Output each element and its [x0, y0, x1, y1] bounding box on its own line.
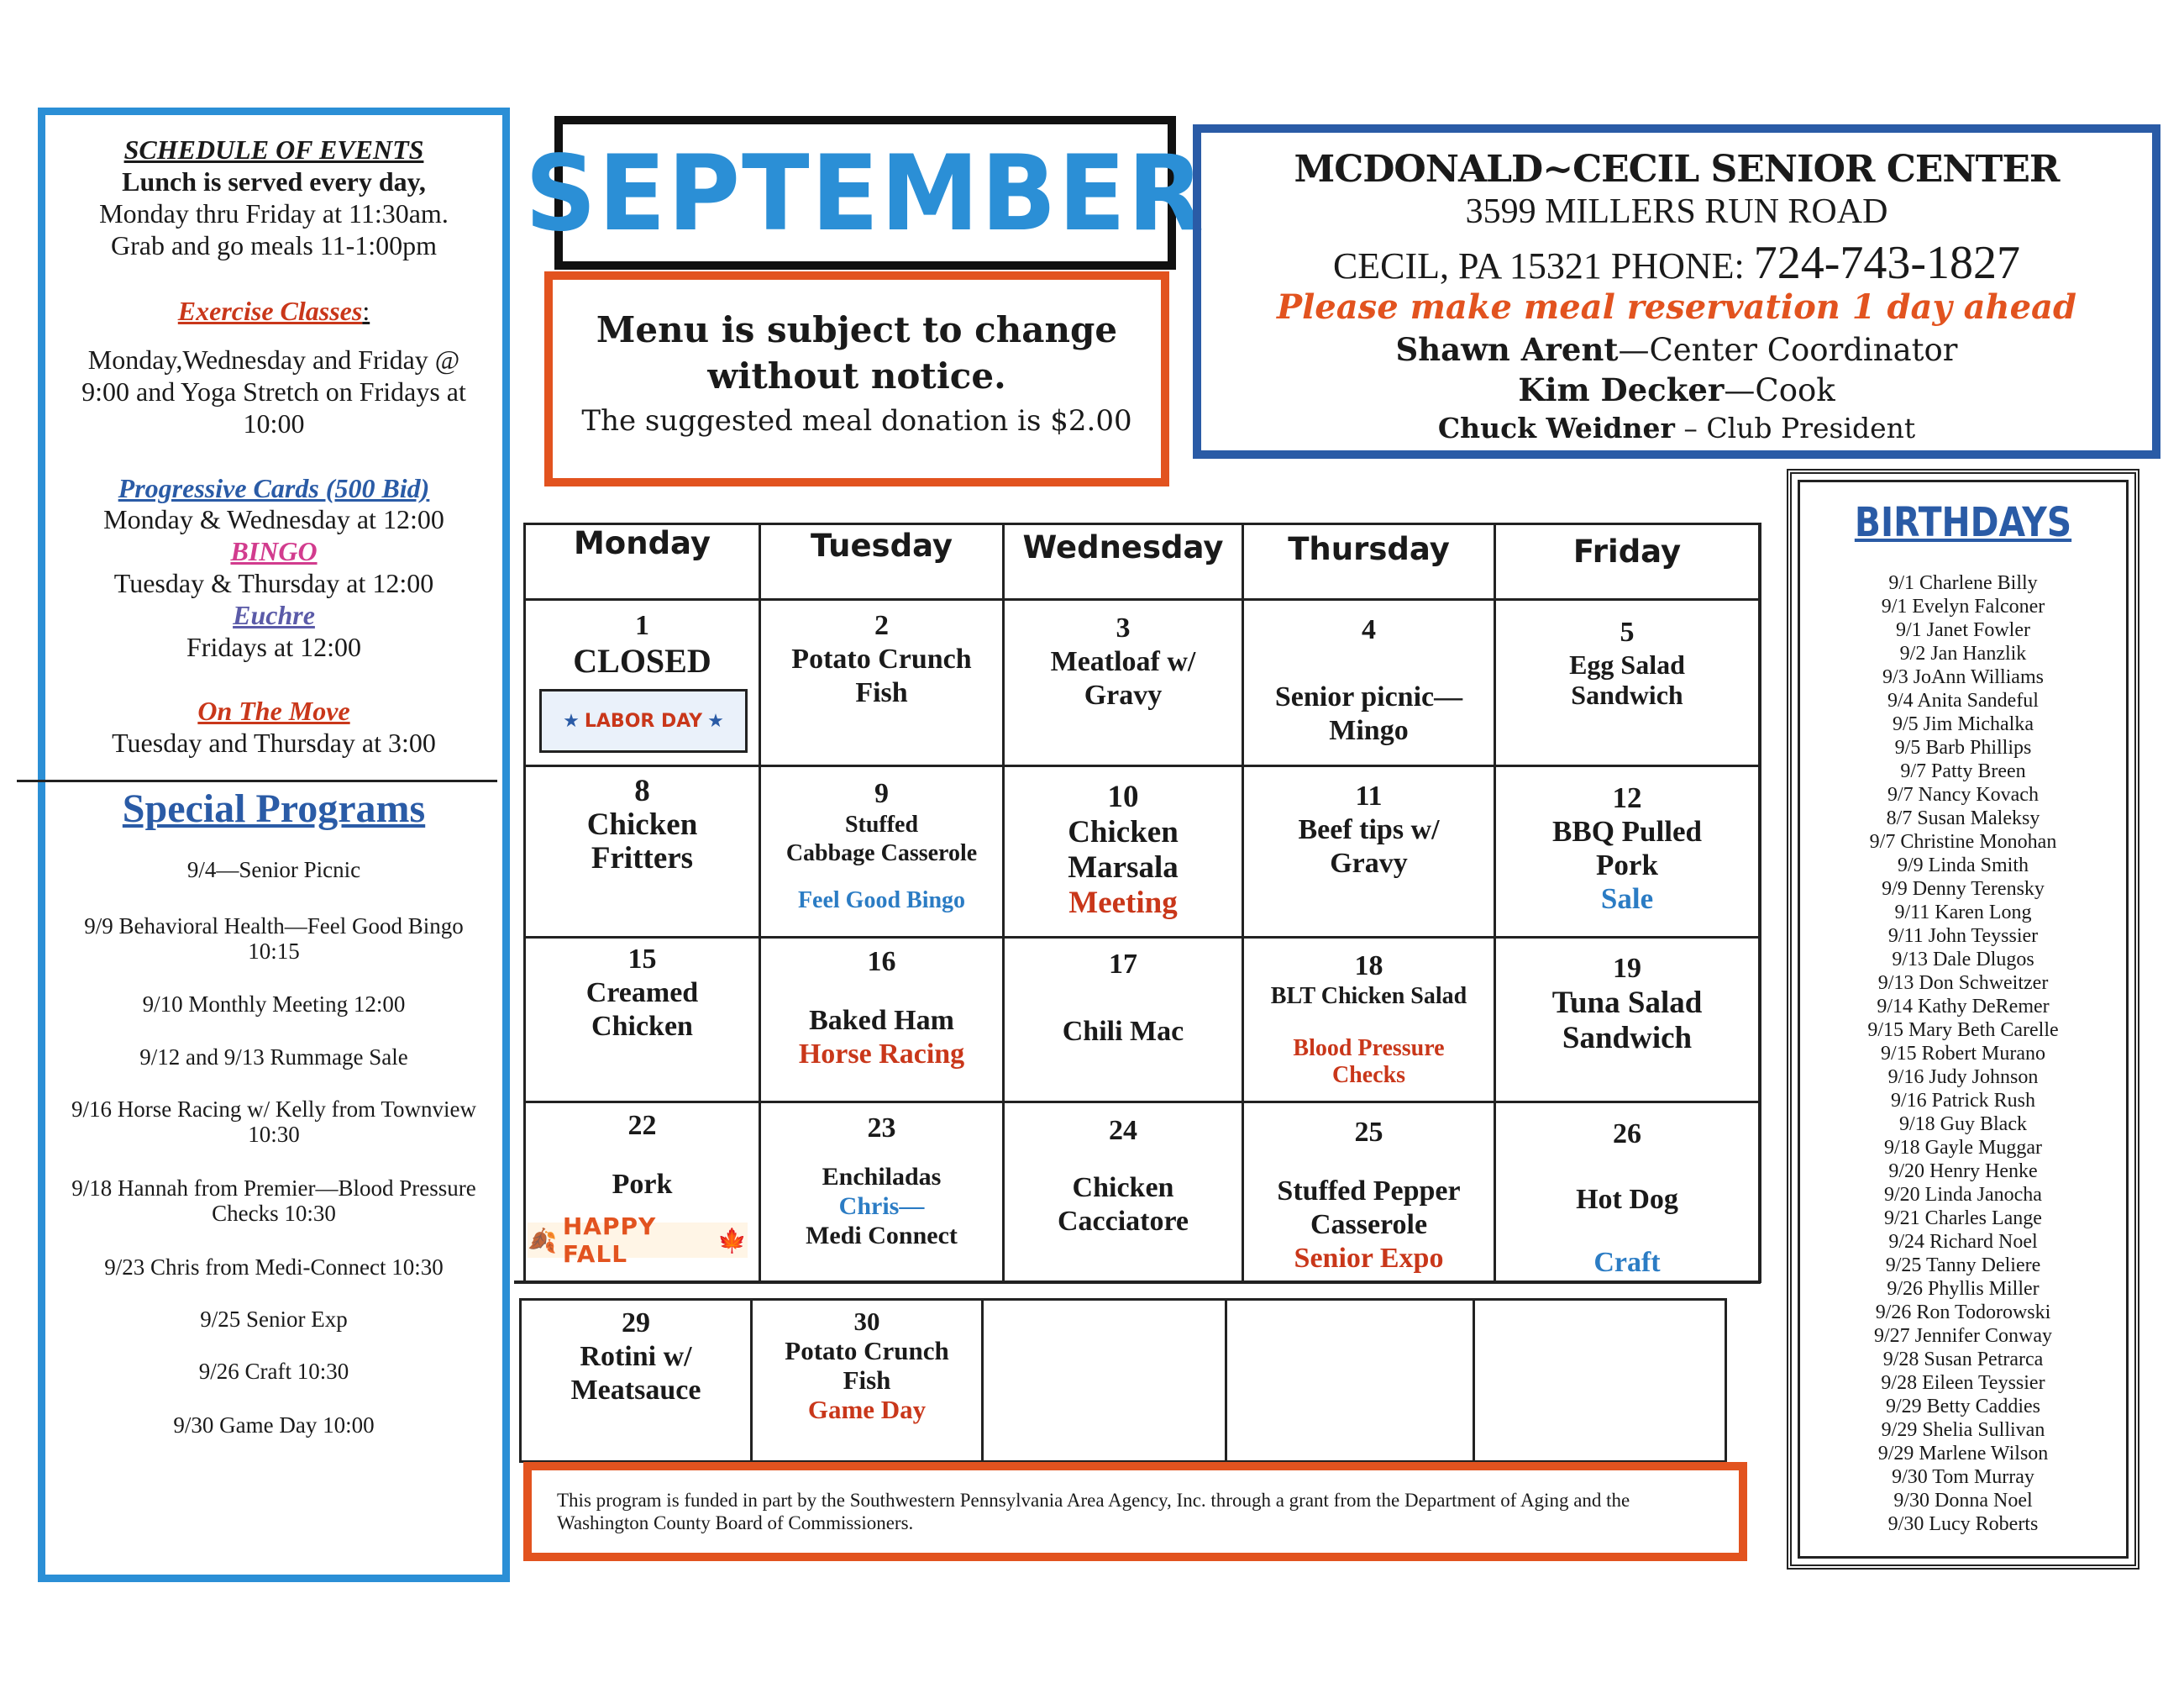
center-name: MCDONALD~CECIL SENIOR CENTER: [1294, 148, 2060, 191]
day-number: 11: [1355, 781, 1383, 812]
day-number: 9: [874, 778, 889, 809]
birthday-item: 9/7 Nancy Kovach: [1887, 784, 2039, 806]
exercise-line-1: Monday,Wednesday and Friday @: [87, 344, 460, 375]
birthday-item: 9/25 Tanny Deliere: [1885, 1254, 2041, 1276]
special-item: 9/23 Chris from Medi-Connect 10:30: [104, 1254, 444, 1280]
menu-item: CLOSED: [573, 642, 711, 680]
birthday-item: 9/15 Mary Beth Carelle: [1867, 1019, 2059, 1041]
center-phone: 724-743-1827: [1753, 237, 2021, 289]
special-item: 9/12 and 9/13 Rummage Sale: [139, 1044, 408, 1070]
labor-day-banner: ★ LABOR DAY ★: [539, 689, 748, 753]
birthday-item: 9/4 Anita Sandeful: [1887, 690, 2039, 712]
special-item: 9/30 Game Day 10:00: [173, 1412, 375, 1438]
month-title-box: [525, 116, 1206, 270]
day-cell-17: 17 Chili Mac: [1005, 948, 1242, 1049]
birthday-item: 9/28 Eileen Teyssier: [1881, 1372, 2045, 1394]
birthday-item: 9/5 Barb Phillips: [1894, 737, 2032, 759]
birthday-item: 9/20 Linda Janocha: [1884, 1184, 2042, 1206]
exercise-line-2: 9:00 and Yoga Stretch on Fridays at: [81, 376, 466, 407]
cards-time: Monday & Wednesday at 12:00: [103, 504, 444, 534]
day-cell-4: 4 Senior picnic— Mingo: [1244, 613, 1494, 748]
special-programs: [45, 786, 502, 1567]
special-item: 9/4—Senior Picnic: [186, 857, 361, 882]
divider: [17, 780, 497, 782]
day-cell-2: 2 Potato Crunch Fish: [761, 609, 1002, 710]
day-cell-22: 22 Pork: [526, 1109, 759, 1202]
birthday-item: 9/13 Don Schweitzer: [1877, 972, 2049, 994]
birthday-item: 9/3 JoAnn Williams: [1882, 666, 2044, 688]
special-item: Checks 10:30: [212, 1201, 336, 1226]
birthday-item: 9/16 Judy Johnson: [1887, 1066, 2039, 1088]
day-cell-16: 16 Baked Ham Horse Racing: [761, 945, 1002, 1071]
birthday-item: 9/27 Jennifer Conway: [1874, 1325, 2052, 1347]
day-number: 17: [1109, 949, 1137, 980]
special-item: 10:30: [248, 1122, 300, 1147]
center-info: [1193, 124, 2160, 459]
day-cell-9: 9 Stuffed Cabbage Casserole Feel Good Bingo: [761, 777, 1002, 915]
day-number: 24: [1109, 1115, 1137, 1146]
special-item: 10:15: [248, 939, 300, 964]
day-number: 15: [627, 944, 657, 975]
day-number: 16: [867, 946, 896, 977]
bingo-heading: BINGO: [230, 536, 318, 566]
birthday-item: 9/11 Karen Long: [1894, 902, 2032, 923]
birthday-item: 9/11 John Teyssier: [1887, 925, 2039, 947]
day-number: 8: [634, 774, 650, 808]
special-item: 9/9 Behavioral Health—Feel Good Bingo: [84, 913, 464, 939]
birthday-item: 9/9 Denny Terensky: [1882, 878, 2045, 900]
day-cell-24: 24 Chicken Cacciatore: [1005, 1114, 1242, 1238]
day-number: 4: [1362, 614, 1376, 645]
lunch-line-1: Lunch is served every day,: [122, 166, 426, 197]
notice-line-1: Menu is subject to change: [596, 309, 1118, 350]
day-cell-10: 10 Chicken Marsala Meeting: [1005, 780, 1242, 921]
day-number: 5: [1620, 617, 1635, 648]
day-header-thursday: Thursday: [1288, 531, 1450, 567]
birthday-item: 9/15 Robert Murano: [1881, 1043, 2045, 1065]
birthday-item: 9/26 Phyllis Miller: [1887, 1278, 2040, 1300]
birthday-item: 9/7 Christine Monohan: [1869, 831, 2057, 853]
birthday-item: 9/24 Richard Noel: [1888, 1231, 2038, 1253]
special-item: 9/25 Senior Exp: [200, 1307, 348, 1332]
birthday-item: 9/16 Patrick Rush: [1891, 1090, 2035, 1112]
special-item: 9/10 Monthly Meeting 12:00: [142, 991, 406, 1017]
exercise-heading: Exercise Classes:: [177, 296, 370, 326]
notice-line-2: without notice.: [707, 355, 1006, 397]
day-cell-11: 11 Beef tips w/ Gravy: [1244, 780, 1494, 881]
birthday-item: 9/1 Charlene Billy: [1888, 572, 2038, 594]
day-number: 19: [1613, 953, 1641, 984]
birthday-item: 9/14 Kathy DeRemer: [1877, 996, 2050, 1018]
lunch-line-3: Grab and go meals 11-1:00pm: [110, 230, 438, 260]
birthdays-title: BIRTHDAYS: [1854, 499, 2072, 546]
day-cell-30: 30 Potato Crunch Fish Game Day: [753, 1307, 981, 1424]
exercise-line-3: 10:00: [243, 408, 305, 439]
menu-notice: [544, 271, 1169, 486]
day-number: 1: [635, 610, 649, 641]
funding-text: This program is funded in part by the Southwestern Pennsylvania Area Agency, Inc. through a grant from the Department of Aging and the Washington County Board of Commissioners.: [557, 1490, 1630, 1533]
on-the-move-heading: On The Move: [197, 696, 350, 726]
birthday-item: 9/30 Donna Noel: [1893, 1490, 2033, 1512]
day-number: 2: [874, 610, 889, 641]
day-number: 3: [1116, 613, 1131, 644]
special-item: 9/18 Hannah from Premier—Blood Pressure: [71, 1175, 476, 1201]
birthday-item: 9/30 Tom Murray: [1892, 1466, 2034, 1488]
day-cell-15: 15 Creamed Chicken: [526, 943, 759, 1044]
birthday-item: 9/5 Jim Michalka: [1893, 713, 2034, 735]
birthday-item: 9/30 Lucy Roberts: [1887, 1513, 2039, 1535]
day-number: 22: [627, 1110, 657, 1141]
day-cell-12: 12 BBQ Pulled Pork Sale: [1496, 781, 1758, 916]
cards-heading: Progressive Cards (500 Bid): [118, 473, 430, 503]
day-cell-5: 5 Egg Salad Sandwich: [1496, 616, 1758, 710]
center-city-phone: CECIL, PA 15321 PHONE: 724-743-1827: [1332, 237, 2021, 289]
birthday-item: 9/18 Gayle Muggar: [1884, 1137, 2042, 1159]
month-title: SEPTEMBER: [525, 132, 1206, 254]
notice-line-3: The suggested meal donation is $2.00: [581, 404, 1132, 438]
special-programs-title: Special Programs: [122, 786, 426, 831]
birthday-item: 9/2 Jan Hanzlik: [1899, 643, 2027, 665]
birthday-item: 8/7 Susan Maleksy: [1886, 807, 2040, 829]
day-cell-25: 25 Stuffed Pepper Casserole Senior Expo: [1244, 1116, 1494, 1275]
day-header-friday: Friday: [1572, 534, 1682, 570]
birthday-item: 9/1 Janet Fowler: [1896, 619, 2030, 641]
special-item: 9/16 Horse Racing w/ Kelly from Townview: [71, 1096, 477, 1122]
day-number: 30: [853, 1307, 880, 1336]
birthday-item: 9/20 Henry Henke: [1888, 1160, 2038, 1182]
day-cell-1: [526, 609, 759, 678]
happy-fall-banner: 🍂 HAPPY FALL 🍁: [528, 1212, 748, 1268]
day-number: 29: [622, 1307, 650, 1338]
day-header-monday: Monday: [573, 525, 711, 561]
day-cell-29: 29 Rotini w/ Meatsauce: [522, 1307, 750, 1407]
day-number: 12: [1612, 781, 1642, 814]
birthday-item: 9/21 Charles Lange: [1884, 1207, 2042, 1229]
birthdays-panel: [1787, 469, 2139, 1570]
lunch-line-2: Monday thru Friday at 11:30am.: [99, 198, 449, 229]
center-address: 3599 MILLERS RUN ROAD: [1465, 192, 1888, 231]
day-header-tuesday: Tuesday: [810, 528, 953, 564]
birthday-item: 9/29 Shelia Sullivan: [1881, 1419, 2045, 1441]
birthday-item: 9/26 Ron Todorowski: [1875, 1301, 2051, 1323]
euchre-time: Fridays at 12:00: [186, 632, 361, 662]
staff-coordinator: Shawn Arent—Center Coordinator: [1395, 331, 1958, 368]
on-the-move-time: Tuesday and Thursday at 3:00: [112, 728, 436, 758]
birthday-item: 9/13 Dale Dlugos: [1892, 949, 2034, 970]
birthday-item: 9/29 Marlene Wilson: [1877, 1443, 2049, 1465]
day-cell-26: 26 Hot Dog Craft: [1496, 1117, 1758, 1280]
day-cell-23: 23 Enchiladas Chris— Medi Connect: [761, 1112, 1002, 1250]
funding-footer: [523, 1462, 1747, 1561]
birthday-item: 9/18 Guy Black: [1899, 1113, 2027, 1135]
euchre-heading: Euchre: [233, 600, 315, 630]
staff-cook: Kim Decker—Cook: [1518, 371, 1835, 408]
day-number: 26: [1613, 1118, 1641, 1149]
day-cell-18: 18 BLT Chicken Salad Blood Pressure Checks: [1244, 949, 1494, 1089]
birthday-item: 9/9 Linda Smith: [1898, 855, 2029, 876]
birthday-item: 9/1 Evelyn Falconer: [1881, 596, 2045, 618]
day-cell-3: 3 Meatloaf w/ Gravy: [1005, 612, 1242, 713]
day-number: 25: [1354, 1117, 1383, 1148]
day-number: 10: [1107, 780, 1139, 814]
birthday-item: 9/29 Betty Caddies: [1886, 1396, 2040, 1417]
schedule-title: SCHEDULE OF EVENTS: [123, 134, 424, 165]
day-header-wednesday: Wednesday: [1022, 529, 1224, 565]
birthday-item: 9/7 Patty Breen: [1900, 760, 2026, 782]
staff-president: Chuck Weidner – Club President: [1437, 412, 1916, 444]
day-number: 18: [1354, 950, 1383, 981]
day-cell-19: 19 Tuna Salad Sandwich: [1496, 952, 1758, 1056]
birthday-item: 9/28 Susan Petrarca: [1882, 1349, 2044, 1370]
reservation-note: Please make meal reservation 1 day ahead: [1277, 287, 2076, 327]
day-cell-8: 8 Chicken Fritters: [526, 775, 759, 876]
day-number: 23: [867, 1112, 896, 1144]
bingo-time: Tuesday & Thursday at 12:00: [113, 568, 434, 598]
special-item: 9/26 Craft 10:30: [198, 1359, 349, 1384]
